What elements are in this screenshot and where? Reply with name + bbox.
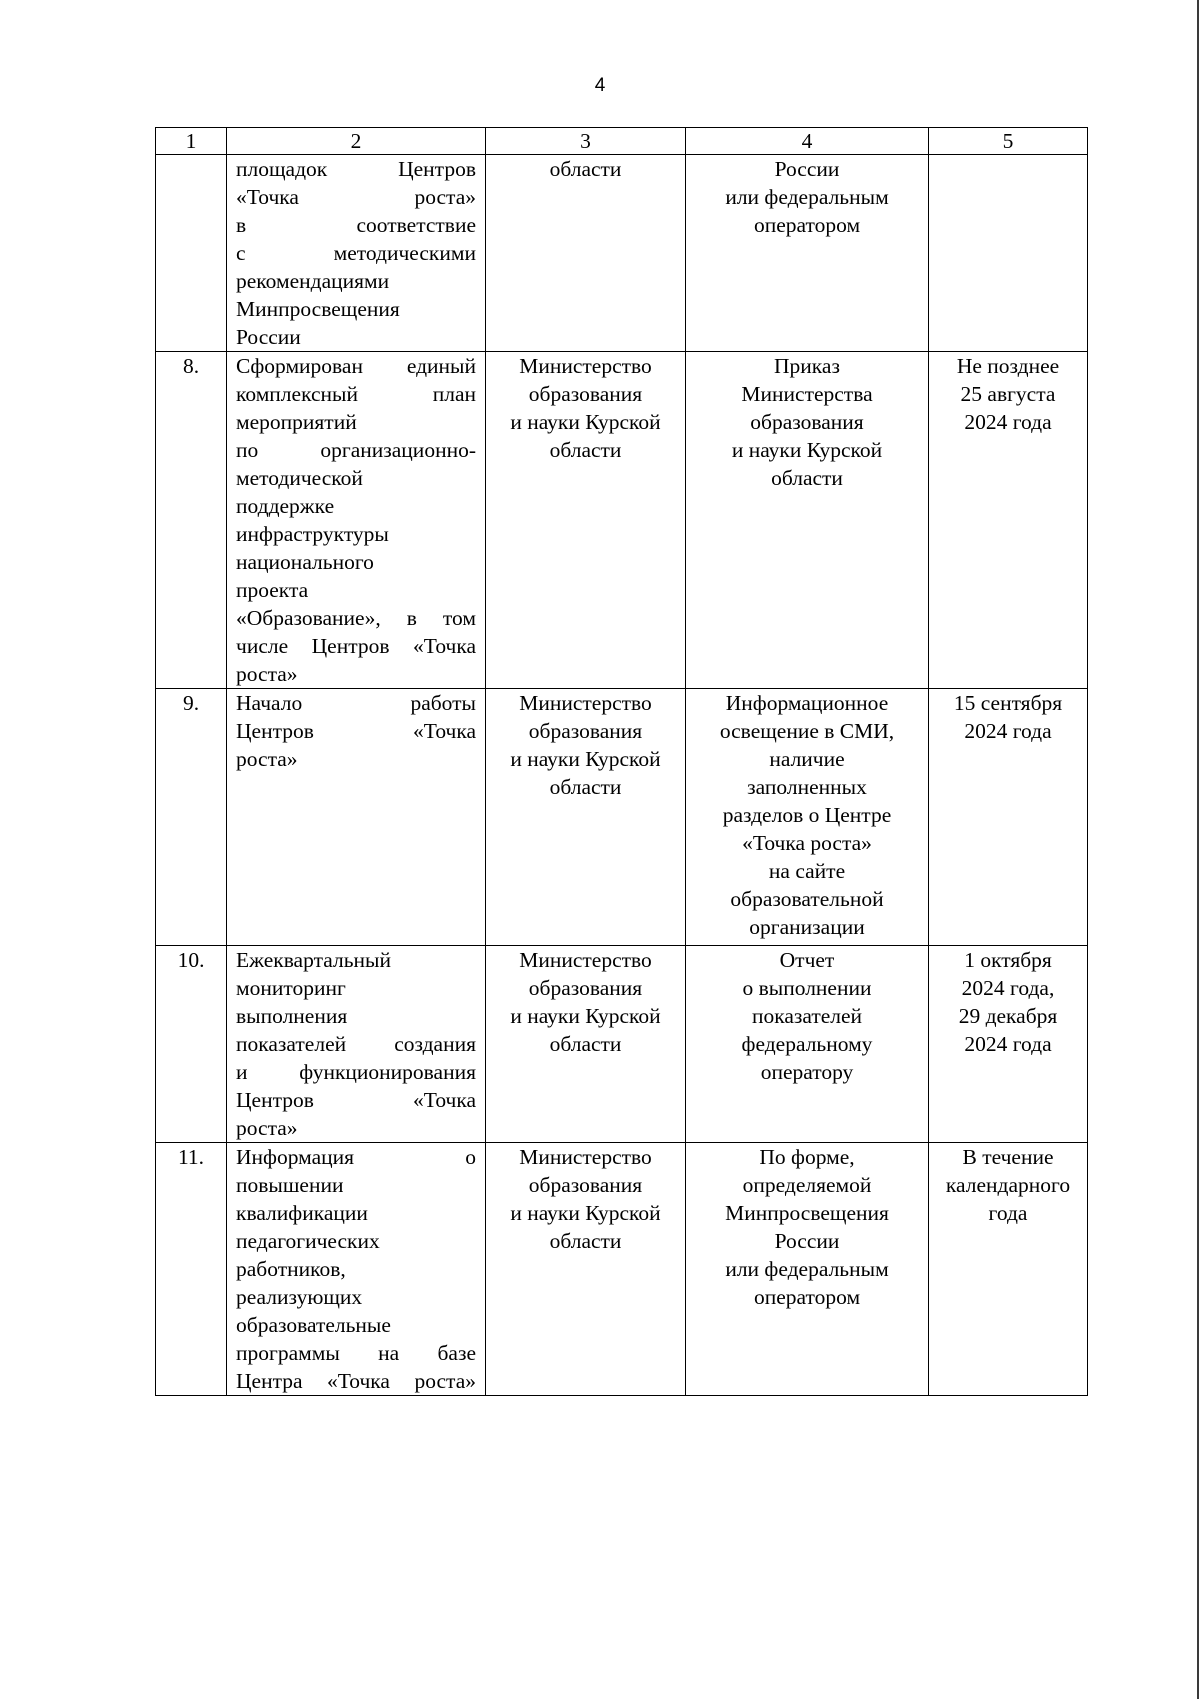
cell-text-line: Не позднее: [956, 354, 1060, 378]
cell-text-line: оператором: [753, 1285, 861, 1309]
table-row: [156, 946, 1088, 1143]
page-number: 4: [594, 75, 606, 96]
table-header-row: [156, 128, 1088, 155]
cell-text-line: показателей: [751, 1004, 863, 1028]
cell-text-line: 1 октября: [964, 948, 1052, 972]
cell-text-line: реализующих: [236, 1285, 363, 1309]
cell-text-line: Центров «Точка: [236, 719, 476, 743]
cell-text-line: или федеральным: [725, 1257, 889, 1281]
event-cell: [227, 1143, 486, 1396]
cell-text-line: или федеральным: [725, 185, 889, 209]
cell-text-line: и функционирования: [236, 1060, 476, 1084]
responsible-cell: [486, 946, 686, 1143]
cell-text-line: России: [774, 157, 840, 181]
cell-text-line: инфраструктуры: [236, 522, 389, 546]
cell-text-line: роста»: [236, 662, 298, 686]
cell-text-line: 15 сентября: [953, 691, 1063, 715]
cell-text-line: педагогических: [236, 1229, 380, 1253]
cell-text-line: на сайте: [768, 859, 846, 883]
responsible-cell: [486, 155, 686, 352]
cell-text-line: Информационное: [725, 691, 889, 715]
header-cell-5: 5: [929, 128, 1088, 155]
cell-text-line: Министерства: [741, 382, 873, 406]
row-number-cell: 9.: [156, 689, 227, 946]
event-cell: [227, 689, 486, 946]
row-number-cell: 8.: [156, 352, 227, 689]
cell-text-line: площадок Центров: [236, 157, 476, 181]
cell-text-line: 2024 года: [964, 410, 1052, 434]
cell-text-line: наличие: [769, 747, 845, 771]
table-row: [156, 352, 1088, 689]
cell-text-line: Центра «Точка роста»: [236, 1369, 476, 1393]
row-number-cell: [156, 155, 227, 352]
cell-text-line: оператору: [760, 1060, 854, 1084]
cell-text-line: и науки Курской: [510, 1004, 661, 1028]
cell-text-line: В течение: [962, 1145, 1054, 1169]
cell-text-line: области: [771, 466, 843, 490]
cell-text-line: Ежеквартальный: [236, 948, 391, 972]
cell-text-line: показателей создания: [236, 1032, 476, 1056]
row-number-cell: 11.: [156, 1143, 227, 1396]
cell-text-line: освещение в СМИ,: [719, 719, 895, 743]
cell-text-line: и науки Курской: [510, 747, 661, 771]
cell-text-line: мероприятий: [236, 410, 357, 434]
cell-text-line: квалификации: [236, 1201, 368, 1225]
cell-text-line: образования: [528, 976, 643, 1000]
cell-text-line: Минпросвещения: [236, 297, 400, 321]
result-cell: [686, 1143, 929, 1396]
deadline-cell: [929, 689, 1088, 946]
cell-text-line: Министерство: [519, 691, 652, 715]
cell-text-line: роста»: [236, 1116, 298, 1140]
cell-text-line: области: [549, 1032, 622, 1056]
header-cell-3: 3: [486, 128, 686, 155]
cell-text-line: рекомендациями: [236, 269, 390, 293]
event-cell: [227, 155, 486, 352]
deadline-cell: [929, 352, 1088, 689]
cell-text-line: с методическими: [236, 241, 476, 265]
result-cell: [686, 689, 929, 946]
cell-text-line: выполнения: [236, 1004, 348, 1028]
cell-text-line: По форме,: [759, 1145, 855, 1169]
scan-edge: [1197, 0, 1199, 1699]
cell-text-line: образовательной: [730, 887, 884, 911]
cell-text-line: «Образование», в том: [236, 606, 476, 630]
cell-text-line: о выполнении: [742, 976, 872, 1000]
plan-table: [155, 127, 1088, 1396]
cell-text-line: организации: [749, 915, 865, 939]
cell-text-line: 2024 года: [964, 719, 1052, 743]
table-row: [156, 1143, 1088, 1396]
cell-text-line: Сформирован единый: [236, 354, 476, 378]
deadline-cell: [929, 946, 1088, 1143]
cell-text-line: 2024 года,: [961, 976, 1055, 1000]
cell-text-line: 2024 года: [964, 1032, 1052, 1056]
cell-text-line: года: [988, 1201, 1028, 1225]
cell-text-line: Центров «Точка: [236, 1088, 476, 1112]
cell-text-line: Приказ: [774, 354, 840, 378]
cell-text-line: Министерство: [519, 948, 652, 972]
cell-text-line: области: [549, 775, 622, 799]
cell-text-line: федеральному: [741, 1032, 873, 1056]
deadline-cell: [929, 1143, 1088, 1396]
cell-text-line: 29 декабря: [958, 1004, 1058, 1028]
cell-text-line: работников,: [236, 1257, 346, 1281]
cell-text-line: заполненных: [747, 775, 867, 799]
cell-text-line: «Точка роста»: [742, 831, 872, 855]
deadline-cell: [929, 155, 1088, 352]
result-cell: [686, 946, 929, 1143]
header-cell-4: 4: [686, 128, 929, 155]
cell-text-line: Отчет: [779, 948, 835, 972]
cell-text-line: 25 августа: [960, 382, 1056, 406]
result-cell: [686, 155, 929, 352]
cell-text-line: образования: [528, 719, 643, 743]
row-number-cell: 10.: [156, 946, 227, 1143]
cell-text-line: образования: [528, 382, 643, 406]
cell-text-line: методической: [236, 466, 363, 490]
cell-text-line: Информация о: [236, 1145, 476, 1169]
responsible-cell: [486, 1143, 686, 1396]
cell-text-line: области: [549, 438, 622, 462]
table-row: [156, 155, 1088, 352]
cell-text-line: программы на базе: [236, 1341, 476, 1365]
cell-text-line: России: [236, 325, 301, 349]
cell-text-line: мониторинг: [236, 976, 346, 1000]
responsible-cell: [486, 689, 686, 946]
cell-text-line: по организационно-: [236, 438, 476, 462]
event-cell: [227, 352, 486, 689]
cell-text-line: Начало работы: [236, 691, 476, 715]
cell-text-line: определяемой: [742, 1173, 872, 1197]
cell-text-line: комплексный план: [236, 382, 476, 406]
cell-text-line: «Точка роста»: [236, 185, 476, 209]
cell-text-line: поддержке: [236, 494, 335, 518]
cell-text-line: повышении: [236, 1173, 344, 1197]
result-cell: [686, 352, 929, 689]
cell-text-line: календарного: [945, 1173, 1071, 1197]
header-cell-1: 1: [156, 128, 227, 155]
cell-text-line: Министерство: [519, 1145, 652, 1169]
cell-text-line: образования: [750, 410, 864, 434]
cell-text-line: и науки Курской: [510, 1201, 661, 1225]
cell-text-line: разделов о Центре: [722, 803, 892, 827]
cell-text-line: России: [774, 1229, 840, 1253]
cell-text-line: образовательные: [236, 1313, 391, 1337]
responsible-cell: [486, 352, 686, 689]
cell-text-line: числе Центров «Точка: [236, 634, 476, 658]
cell-text-line: и науки Курской: [731, 438, 883, 462]
cell-text-line: Минпросвещения: [725, 1201, 889, 1225]
cell-text-line: проекта: [236, 578, 309, 602]
cell-text-line: в соответствие: [236, 213, 476, 237]
cell-text-line: и науки Курской: [510, 410, 661, 434]
header-cell-2: 2: [227, 128, 486, 155]
cell-text-line: роста»: [236, 747, 298, 771]
cell-text-line: национального: [236, 550, 374, 574]
cell-text-line: области: [549, 157, 622, 181]
cell-text-line: оператором: [753, 213, 861, 237]
cell-text-line: Министерство: [519, 354, 652, 378]
event-cell: [227, 946, 486, 1143]
cell-text-line: образования: [528, 1173, 643, 1197]
table-row: [156, 689, 1088, 946]
cell-text-line: области: [549, 1229, 622, 1253]
